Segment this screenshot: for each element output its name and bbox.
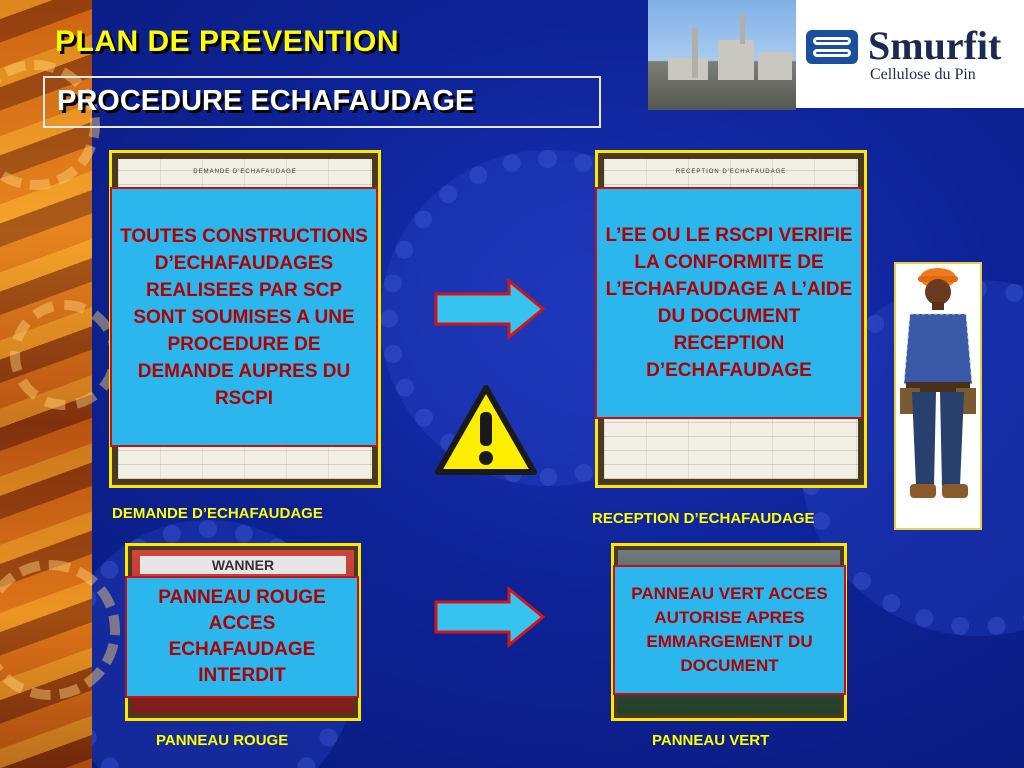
- logo-name: Smurfit: [868, 23, 1002, 68]
- demande-caption: DEMANDE D’ECHAFAUDAGE: [112, 505, 323, 522]
- company-logo: [796, 0, 1024, 108]
- smurfit-logo-icon: [806, 30, 858, 64]
- subtitle-box: [43, 76, 601, 128]
- construction-worker-image: [894, 262, 982, 530]
- red-sign-caption: PANNEAU ROUGE: [156, 732, 289, 749]
- red-sign-callout: [125, 576, 359, 698]
- right-arrow-icon: [433, 586, 548, 648]
- green-sign-callout: [613, 565, 846, 695]
- green-sign-text: PANNEAU VERT ACCES AUTORISE APRES EMMARGEMENT DU DOCUMENT: [631, 584, 828, 675]
- reception-caption: RECEPTION D’ECHAFAUDAGE: [592, 510, 815, 527]
- right-arrow-icon: [433, 278, 548, 340]
- green-sign-caption: PANNEAU VERT: [652, 732, 770, 749]
- page-title: PLAN DE PREVENTION: [55, 25, 400, 58]
- document-heading: DEMANDE D'ECHAFAUDAGE: [193, 169, 297, 175]
- page-subtitle: PROCEDURE ECHAFAUDAGE: [57, 85, 475, 117]
- demande-text: TOUTES CONSTRUCTIONS D’ECHAFAUDAGES REALISEES PAR SCP SONT SOUMISES A UNE PROCEDURE DE DEMANDE AUPRES DU RSCPI: [120, 225, 368, 409]
- factory-photo: [648, 0, 796, 110]
- demande-callout: [110, 187, 378, 447]
- sign-label: WANNER: [140, 556, 346, 574]
- worker-icon: [896, 264, 980, 528]
- reception-text: L’EE OU LE RSCPI VERIFIE LA CONFORMITE DE L’ECHAFAUDAGE A L’AIDE DU DOCUMENT RECEPTION D’ECHAFAUDAGE: [605, 225, 853, 381]
- logo-subtitle: Cellulose du Pin: [870, 66, 976, 83]
- warning-triangle-icon: [434, 384, 538, 478]
- document-heading: RECEPTION D'ECHAFAUDAGE: [675, 169, 787, 175]
- reception-callout: [595, 187, 863, 419]
- red-sign-text: PANNEAU ROUGE ACCES ECHAFAUDAGE INTERDIT: [158, 587, 326, 686]
